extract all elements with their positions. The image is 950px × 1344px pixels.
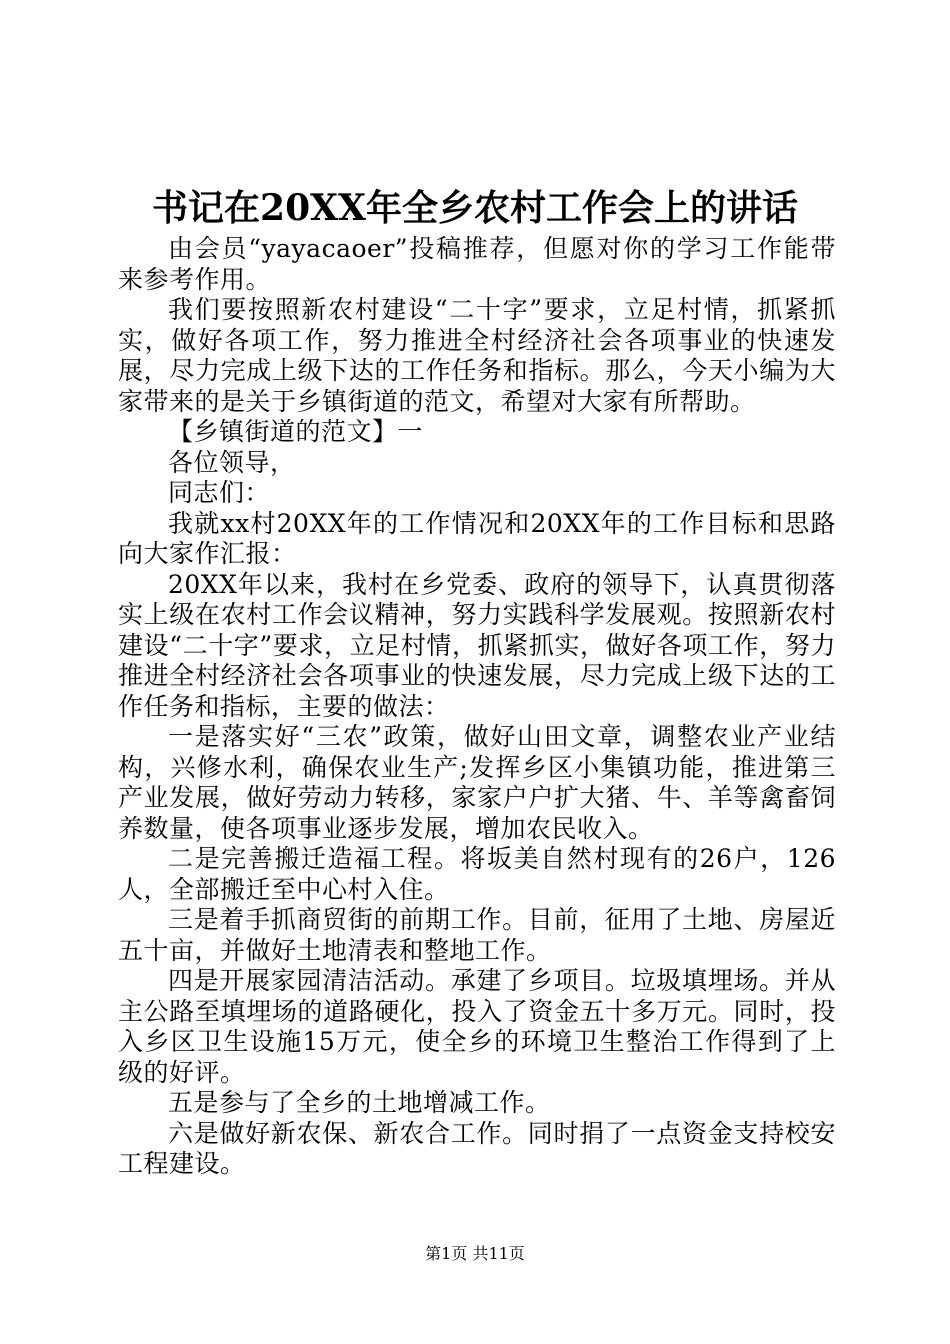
paragraph-overview: 20XX年以来，我村在乡党委、政府的领导下，认真贯彻落实上级在农村工作会议精神，努力实践科学发展观。按照新农村建设“二十字”要求，立足村情，抓紧抓实，做好各项工作，努力推进全村经济社会各项事业的快速发展，尽力完成上级下达的工作任务和指标，主要的做法：: [118, 569, 836, 721]
paragraph-item-2: 二是完善搬迁造福工程。将坂美自然村现有的26户，126人，全部搬迁至中心村入住。: [118, 844, 836, 904]
paragraph-item-5: 五是参与了全乡的土地增减工作。: [168, 1088, 551, 1117]
salutation-leaders: 各位领导，: [168, 447, 296, 477]
salutation-comrades: 同志们：: [168, 478, 271, 507]
document-body: [118, 234, 836, 1180]
paragraph-intro: 由会员“yayacaoer”投稿推荐，但愿对你的学习工作能带来参考作用。: [118, 234, 836, 294]
page-footer: 第1页 共11页: [425, 1244, 525, 1263]
paragraph-report-intro: 我就xx村20XX年的工作情况和20XX年的工作目标和思路向大家作汇报：: [118, 508, 836, 568]
paragraph-item-1: 一是落实好“三农”政策，做好山田文章，调整农业产业结构，兴修水利，确保农业生产;发挥乡区小集镇功能，推进第三产业发展，做好劳动力转移，家家户户扩大猪、牛、羊等禽畜饲养数量，使各项事业逐步发展，增加农民收入。: [118, 722, 836, 843]
paragraph-item-6: 六是做好新农保、新农合工作。同时捐了一点资金支持校安工程建设。: [118, 1118, 836, 1178]
paragraph-item-4: 四是开展家园清洁活动。承建了乡项目。垃圾填埋场。并从主公路至填埋场的道路硬化，投入了资金五十多万元。同时，投入乡区卫生设施15万元，使全乡的环境卫生整治工作得到了上级的好评。: [118, 966, 836, 1087]
document-title: 书记在20XX年全乡农村工作会上的讲话: [152, 187, 798, 229]
paragraph-item-3: 三是着手抓商贸街的前期工作。目前，征用了土地、房屋近五十亩，并做好土地清表和整地工作。: [118, 905, 836, 965]
section-heading: 【乡镇街道的范文】一: [168, 417, 424, 446]
paragraph-summary: 我们要按照新农村建设“二十字”要求，立足村情，抓紧抓实，做好各项工作，努力推进全村经济社会各项事业的快速发展，尽力完成上级下达的工作任务和指标。那么，今天小编为大家带来的是关于乡镇街道的范文，希望对大家有所帮助。: [118, 295, 836, 416]
